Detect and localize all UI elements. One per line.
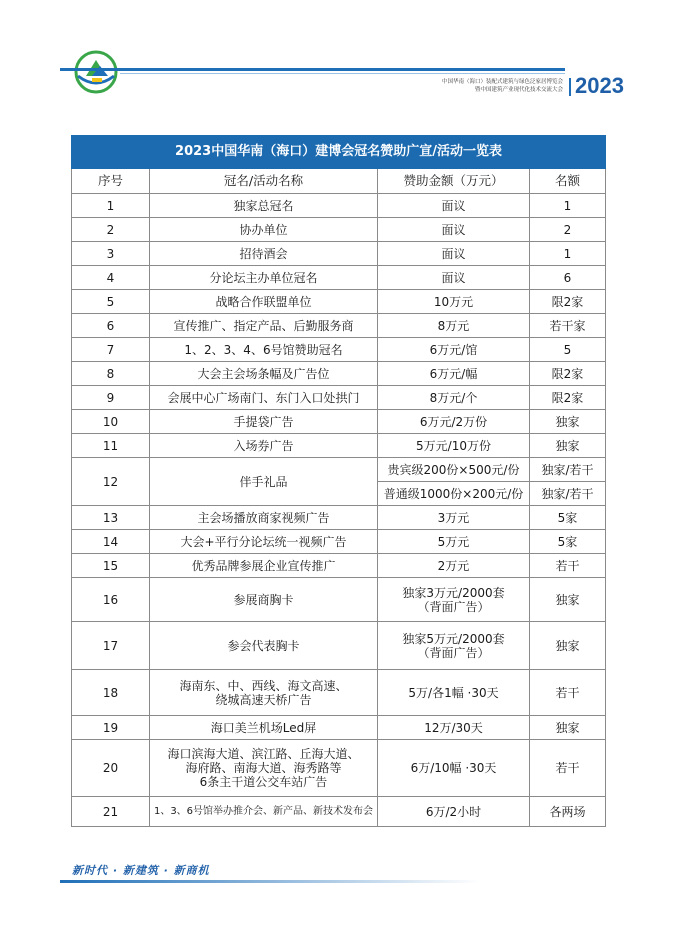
header-separator: [569, 78, 571, 96]
row-no: 15: [72, 554, 150, 578]
row-amount: 6万/2小时: [378, 797, 530, 827]
row-quota: 各两场: [530, 797, 606, 827]
row-name: [150, 670, 378, 716]
row-quota: 5: [530, 338, 606, 362]
table-title-row: [72, 136, 606, 169]
row-name-line2: 绕城高速天桥广告: [215, 692, 312, 707]
table-row: [72, 506, 606, 530]
sponsorship-table: [71, 135, 606, 827]
row-no: 13: [72, 506, 150, 530]
row-amount: 贵宾级200份×500元/份: [378, 458, 530, 482]
row-no: 16: [72, 578, 150, 622]
table-row: [72, 797, 606, 827]
row-name-line3: 6条主干道公交车站广告: [199, 775, 328, 789]
header-rule-thin: [120, 73, 565, 74]
table-row: [72, 218, 606, 242]
table-header-row: [72, 169, 606, 194]
row-name: 宣传推广、指定产品、后勤服务商: [150, 314, 378, 338]
row-name: 参会代表胸卡: [150, 622, 378, 670]
footer-rule: [60, 880, 480, 883]
table-row: [72, 410, 606, 434]
footer-slogan: 新时代 · 新建筑 · 新商机: [72, 864, 210, 877]
table-row: [72, 554, 606, 578]
row-no: 1: [72, 194, 150, 218]
row-name: 战略合作联盟单位: [150, 290, 378, 314]
row-quota: 独家/若干: [530, 482, 606, 506]
row-amount-line2: （背面广告）: [417, 599, 490, 614]
event-name-line2: 暨中国建筑产业现代化技术交流大会: [474, 87, 563, 93]
row-name-line2: 海府路、南海大道、海秀路等: [185, 761, 342, 775]
row-no: 10: [72, 410, 150, 434]
row-quota: 限2家: [530, 386, 606, 410]
row-amount: 2万元: [378, 554, 530, 578]
row-quota: 独家: [530, 622, 606, 670]
row-name: 伴手礼品: [150, 458, 378, 506]
row-no: 18: [72, 670, 150, 716]
table-row: [72, 386, 606, 410]
table-row: [72, 362, 606, 386]
event-name: [442, 78, 563, 94]
row-quota: 独家: [530, 716, 606, 740]
row-amount: 5万元/10万份: [378, 434, 530, 458]
row-amount: 12万/30天: [378, 716, 530, 740]
table-row: [72, 434, 606, 458]
row-no: 5: [72, 290, 150, 314]
row-no: 8: [72, 362, 150, 386]
header-rule: [60, 68, 565, 71]
row-quota: 限2家: [530, 362, 606, 386]
row-name: 手提袋广告: [150, 410, 378, 434]
row-name: 大会+平行分论坛统一视频广告: [150, 530, 378, 554]
column-header-amount: 赞助金额（万元）: [378, 169, 530, 194]
row-name: 大会主会场条幅及广告位: [150, 362, 378, 386]
row-name: 1、3、6号馆举办推介会、新产品、新技术发布会: [150, 797, 378, 827]
row-amount: 6万/10幅 ·30天: [378, 740, 530, 797]
row-quota: 若干: [530, 554, 606, 578]
row-name: 独家总冠名: [150, 194, 378, 218]
table-row: [72, 740, 606, 797]
column-header-name: 冠名/活动名称: [150, 169, 378, 194]
row-amount: 面议: [378, 218, 530, 242]
row-name: 参展商胸卡: [150, 578, 378, 622]
row-no: 17: [72, 622, 150, 670]
row-quota: 1: [530, 242, 606, 266]
column-header-quota: 名额: [530, 169, 606, 194]
row-quota: 独家: [530, 578, 606, 622]
table-row: [72, 242, 606, 266]
row-amount: 6万元/2万份: [378, 410, 530, 434]
row-amount: 8万元: [378, 314, 530, 338]
row-no: 19: [72, 716, 150, 740]
row-no: 2: [72, 218, 150, 242]
row-quota: 独家: [530, 410, 606, 434]
row-amount: 普通级1000份×200元/份: [378, 482, 530, 506]
event-name-line1: 中国华南（海口）装配式建筑与绿色泛家居博览会: [441, 79, 563, 85]
row-quota: 2: [530, 218, 606, 242]
row-name-line1: 海南东、中、西线、海文高速、: [179, 678, 348, 693]
row-amount: 6万元/幅: [378, 362, 530, 386]
row-no: 14: [72, 530, 150, 554]
table-row: [72, 578, 606, 622]
row-amount-line1: 独家5万元/2000套: [402, 631, 505, 646]
row-quota: 若干家: [530, 314, 606, 338]
row-name-line1: 海口滨海大道、滨江路、丘海大道、: [167, 747, 360, 761]
row-no: 4: [72, 266, 150, 290]
row-name: 优秀品牌参展企业宣传推广: [150, 554, 378, 578]
row-name: 分论坛主办单位冠名: [150, 266, 378, 290]
row-no: 11: [72, 434, 150, 458]
row-no: 9: [72, 386, 150, 410]
header-year: 2023: [575, 73, 624, 98]
column-header-no: 序号: [72, 169, 150, 194]
page-header: [0, 0, 700, 110]
row-amount: 6万元/馆: [378, 338, 530, 362]
row-no: 12: [72, 458, 150, 506]
row-amount: 8万元/个: [378, 386, 530, 410]
row-amount: 10万元: [378, 290, 530, 314]
row-name: 会展中心广场南门、东门入口处拱门: [150, 386, 378, 410]
row-name: 招待酒会: [150, 242, 378, 266]
row-quota: 5家: [530, 530, 606, 554]
row-quota: 5家: [530, 506, 606, 530]
table-row: [72, 530, 606, 554]
row-amount: 5万元: [378, 530, 530, 554]
row-quota: 6: [530, 266, 606, 290]
row-amount: 面议: [378, 194, 530, 218]
row-amount: [378, 622, 530, 670]
row-no: 3: [72, 242, 150, 266]
table-row: [72, 622, 606, 670]
table-row: [72, 670, 606, 716]
row-amount-line1: 独家3万元/2000套: [402, 585, 505, 600]
row-amount: 3万元: [378, 506, 530, 530]
row-quota: 独家: [530, 434, 606, 458]
row-name: 入场券广告: [150, 434, 378, 458]
table-row: [72, 338, 606, 362]
row-name: 海口美兰机场Led屏: [150, 716, 378, 740]
row-quota: 独家/若干: [530, 458, 606, 482]
row-amount-line2: （背面广告）: [417, 645, 490, 660]
row-quota: 若干: [530, 670, 606, 716]
row-quota: 若干: [530, 740, 606, 797]
row-no: 7: [72, 338, 150, 362]
row-no: 6: [72, 314, 150, 338]
row-quota: 1: [530, 194, 606, 218]
row-amount: 面议: [378, 266, 530, 290]
row-amount: 5万/各1幅 ·30天: [378, 670, 530, 716]
table-row: [72, 194, 606, 218]
table-title: 2023中国华南（海口）建博会冠名赞助广宣/活动一览表: [72, 136, 606, 169]
row-name: 协办单位: [150, 218, 378, 242]
table-row: [72, 716, 606, 740]
table-row: [72, 458, 606, 482]
row-name: [150, 740, 378, 797]
row-quota: 限2家: [530, 290, 606, 314]
row-no: 20: [72, 740, 150, 797]
table-row: [72, 290, 606, 314]
row-no: 21: [72, 797, 150, 827]
table-row: [72, 266, 606, 290]
row-name: 主会场播放商家视频广告: [150, 506, 378, 530]
table-row: [72, 314, 606, 338]
row-amount: [378, 578, 530, 622]
row-name: 1、2、3、4、6号馆赞助冠名: [150, 338, 378, 362]
row-amount: 面议: [378, 242, 530, 266]
